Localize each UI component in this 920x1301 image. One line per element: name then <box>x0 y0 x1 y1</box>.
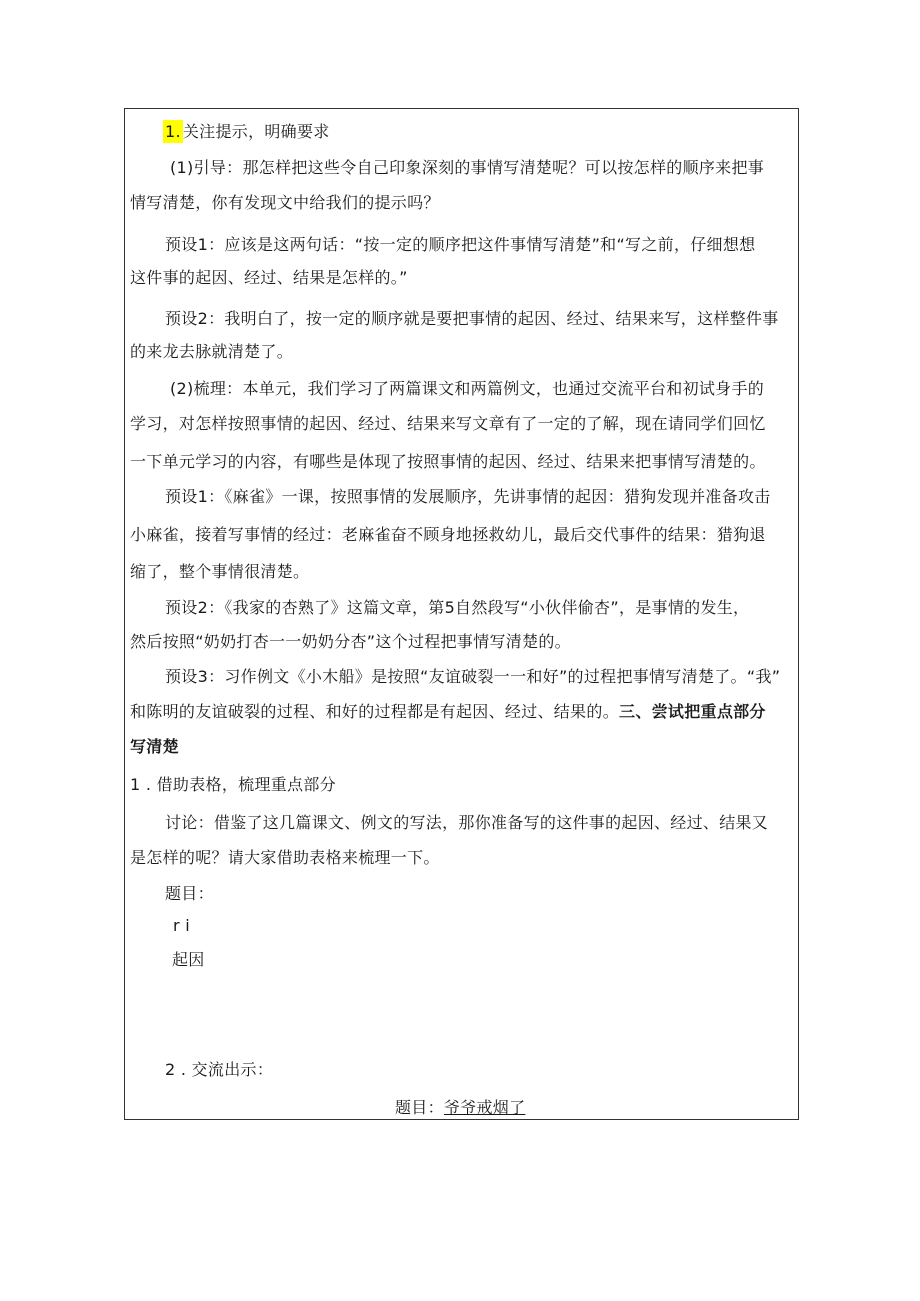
apricot-preset-line2: 然后按照“奶奶打杏一一奶奶分杏”这个过程把事情写清楚的。 <box>130 632 571 651</box>
section-three-heading: 三、尝试把重点部分 <box>619 702 766 721</box>
review-paragraph-line2: 学习，对怎样按照事情的起因、经过、结果来写文章有了一定的了解，现在请同学们回忆 <box>130 414 766 433</box>
topic-label: 题目： <box>395 1098 444 1117</box>
topic-value: 爷爷戒烟了 <box>443 1098 526 1117</box>
maque-preset-line1: 预设1：《麻雀》一课，按照事情的发展顺序，先讲事情的起因：猎狗发现并准备攻击 <box>165 487 771 506</box>
step1-heading: 1 . 借助表格，梳理重点部分 <box>130 775 336 794</box>
guide-paragraph-line1: (1)引导：那怎样把这些令自己印象深刻的事情写清楚呢？可以按怎样的顺序来把事 <box>170 158 765 177</box>
heading-number: 1. <box>165 122 181 141</box>
heading-text: 关注提示，明确要求 <box>182 122 330 141</box>
stray-text: r i <box>173 916 191 935</box>
section-three-heading-cont: 写清楚 <box>130 737 179 756</box>
maque-preset-line2: 小麻雀，接着写事情的经过：老麻雀奋不顾身地拯救幼儿，最后交代事件的结果：猎狗退 <box>130 525 766 544</box>
preset2-line2: 的来龙去脉就清楚了。 <box>130 342 294 361</box>
discussion-line1: 讨论：借鉴了这几篇课文、例文的写法，那你准备写的这件事的起因、经过、结果又 <box>165 813 769 832</box>
guide-paragraph-line2: 情写清楚，你有发现文中给我们的提示吗？ <box>130 193 440 212</box>
maque-preset-line3: 缩了，整个事情很清楚。 <box>130 562 310 581</box>
preset2-line1: 预设2：我明白了，按一定的顺序就是要把事情的起因、经过、结果来写，这样整件事 <box>165 309 779 328</box>
cause-label: 起因 <box>172 950 205 969</box>
boat-preset-line1: 预设3：习作例文《小木船》是按照“友谊破裂一一和好”的过程把事情写清楚了。“我” <box>165 667 781 686</box>
step2-heading: 2 . 交流出示： <box>165 1060 274 1079</box>
topic-line <box>395 1098 525 1118</box>
title-label: 题目： <box>165 884 214 903</box>
preset1-line2: 这件事的起因、经过、结果是怎样的。” <box>130 268 408 287</box>
apricot-preset-line1: 预设2：《我家的杏熟了》这篇文章，第5自然段写“小伙伴偷杏”，是事情的发生， <box>165 598 750 617</box>
boat-preset-line2 <box>130 702 766 722</box>
review-paragraph-line3: 一下单元学习的内容，有哪些是体现了按照事情的起因、经过、结果来把事情写清楚的。 <box>130 452 766 471</box>
discussion-line2: 是怎样的呢？请大家借助表格来梳理一下。 <box>130 848 440 867</box>
review-paragraph-line1: (2)梳理：本单元，我们学习了两篇课文和两篇例文，也通过交流平台和初试身手的 <box>170 379 765 398</box>
boat-preset-text: 和陈明的友谊破裂的过程、和好的过程都是有起因、经过、结果的。 <box>130 702 620 721</box>
section-heading <box>163 122 330 142</box>
preset1-line1: 预设1：应该是这两句话：“按一定的顺序把这件事情写清楚”和“写之前，仔细想想 <box>165 235 756 254</box>
